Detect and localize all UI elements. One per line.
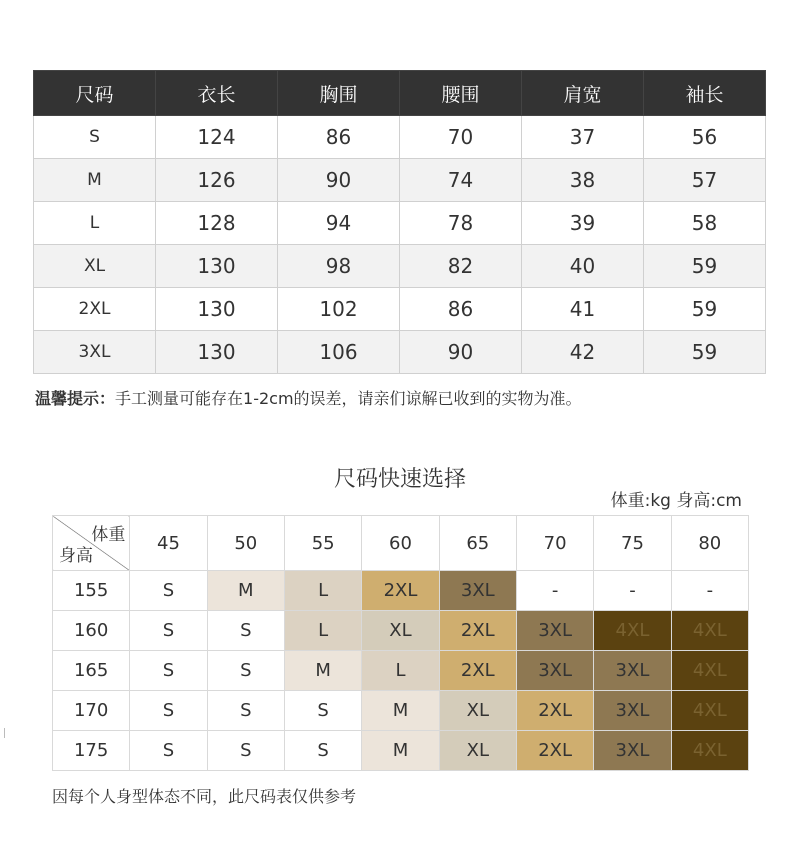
size-cell: L: [284, 611, 361, 651]
height-cell: 155: [53, 571, 130, 611]
header-size: 尺码: [34, 71, 156, 116]
header-sleeve: 袖长: [644, 71, 766, 116]
header-waist: 腰围: [400, 71, 522, 116]
size-cell: M: [207, 571, 284, 611]
size-cell: XL: [439, 691, 516, 731]
table-cell: 90: [278, 159, 400, 202]
size-cell: 2XL: [516, 731, 593, 771]
size-cell: 4XL: [671, 611, 748, 651]
size-cell: -: [594, 571, 671, 611]
footnote: 因每个人身型体态不同，此尺码表仅供参考: [52, 787, 357, 806]
table-row: [34, 288, 766, 331]
quick-select-title: 尺码快速选择: [333, 467, 466, 492]
table-row: [34, 245, 766, 288]
measurement-tip: [35, 386, 582, 409]
size-cell: 2XL: [516, 691, 593, 731]
size-table-header: [34, 71, 766, 116]
height-cell: 170: [53, 691, 130, 731]
table-cell: 42: [522, 331, 644, 374]
height-cell: 175: [53, 731, 130, 771]
weight-header-cell: 50: [207, 516, 284, 571]
table-cell: 58: [644, 202, 766, 245]
table-cell: 106: [278, 331, 400, 374]
tip-label: 温馨提示：: [35, 389, 116, 408]
table-cell: 98: [278, 245, 400, 288]
table-cell: 94: [278, 202, 400, 245]
table-cell: 130: [156, 288, 278, 331]
header-length: 衣长: [156, 71, 278, 116]
table-cell: 2XL: [34, 288, 156, 331]
weight-header-cell: 70: [516, 516, 593, 571]
table-cell: 130: [156, 245, 278, 288]
tip-text: 手工测量可能存在1-2cm的误差，请亲们谅解已收到的实物为准。: [115, 389, 582, 408]
table-cell: 90: [400, 331, 522, 374]
table-cell: 86: [278, 116, 400, 159]
size-cell: 2XL: [439, 611, 516, 651]
quick-table-row: [53, 651, 749, 691]
table-cell: 126: [156, 159, 278, 202]
table-cell: 78: [400, 202, 522, 245]
table-cell: M: [34, 159, 156, 202]
table-cell: 74: [400, 159, 522, 202]
table-cell: 130: [156, 331, 278, 374]
size-cell: S: [207, 691, 284, 731]
size-cell: 4XL: [671, 651, 748, 691]
size-cell: XL: [362, 611, 439, 651]
size-cell: S: [130, 691, 207, 731]
size-cell: XL: [439, 731, 516, 771]
height-cell: 165: [53, 651, 130, 691]
table-cell: 102: [278, 288, 400, 331]
height-cell: 160: [53, 611, 130, 651]
size-cell: S: [130, 651, 207, 691]
quick-select-table: [52, 515, 749, 771]
size-cell: 4XL: [671, 691, 748, 731]
size-cell: 2XL: [439, 651, 516, 691]
table-cell: 41: [522, 288, 644, 331]
table-cell: 124: [156, 116, 278, 159]
header-shoulder: 肩宽: [522, 71, 644, 116]
size-cell: S: [207, 651, 284, 691]
size-cell: S: [284, 691, 361, 731]
weight-header-cell: 65: [439, 516, 516, 571]
table-cell: 82: [400, 245, 522, 288]
table-cell: 56: [644, 116, 766, 159]
size-cell: 3XL: [594, 651, 671, 691]
corner-weight-label: 体重: [91, 525, 126, 545]
table-cell: 39: [522, 202, 644, 245]
size-cell: L: [284, 571, 361, 611]
table-cell: 38: [522, 159, 644, 202]
size-cell: S: [207, 731, 284, 771]
table-row: [34, 159, 766, 202]
weight-header-cell: 55: [284, 516, 361, 571]
size-cell: -: [516, 571, 593, 611]
table-cell: S: [34, 116, 156, 159]
table-cell: 86: [400, 288, 522, 331]
size-cell: 3XL: [516, 651, 593, 691]
size-cell: M: [362, 691, 439, 731]
header-chest: 胸围: [278, 71, 400, 116]
size-cell: 4XL: [671, 731, 748, 771]
table-cell: L: [34, 202, 156, 245]
weight-header-cell: 80: [671, 516, 748, 571]
weight-header-cell: 60: [362, 516, 439, 571]
quick-table-row: [53, 731, 749, 771]
size-cell: 2XL: [362, 571, 439, 611]
table-cell: 128: [156, 202, 278, 245]
size-cell: M: [284, 651, 361, 691]
size-cell: S: [130, 571, 207, 611]
size-cell: -: [671, 571, 748, 611]
size-cell: M: [362, 731, 439, 771]
units-note: 体重:kg 身高:cm: [610, 491, 742, 511]
corner-cell: [53, 516, 130, 571]
size-cell: 3XL: [594, 731, 671, 771]
table-cell: 40: [522, 245, 644, 288]
weight-header-cell: 45: [130, 516, 207, 571]
size-cell: 4XL: [594, 611, 671, 651]
size-cell: S: [207, 611, 284, 651]
size-table: [33, 70, 766, 374]
quick-table-row: [53, 611, 749, 651]
table-cell: 59: [644, 331, 766, 374]
size-cell: 3XL: [594, 691, 671, 731]
table-cell: 3XL: [34, 331, 156, 374]
size-cell: 3XL: [516, 611, 593, 651]
size-cell: L: [362, 651, 439, 691]
size-cell: S: [130, 611, 207, 651]
size-cell: S: [130, 731, 207, 771]
table-cell: 70: [400, 116, 522, 159]
size-cell: S: [284, 731, 361, 771]
table-cell: 59: [644, 245, 766, 288]
table-cell: 37: [522, 116, 644, 159]
table-cell: 57: [644, 159, 766, 202]
quick-table-row: [53, 691, 749, 731]
table-cell: XL: [34, 245, 156, 288]
quick-table-header: [53, 516, 749, 571]
table-row: [34, 331, 766, 374]
quick-table-row: [53, 571, 749, 611]
table-row: [34, 202, 766, 245]
weight-header-cell: 75: [594, 516, 671, 571]
size-cell: 3XL: [439, 571, 516, 611]
table-row: [34, 116, 766, 159]
table-cell: 59: [644, 288, 766, 331]
corner-height-label: 身高: [59, 546, 93, 566]
edge-mark: [4, 728, 5, 738]
